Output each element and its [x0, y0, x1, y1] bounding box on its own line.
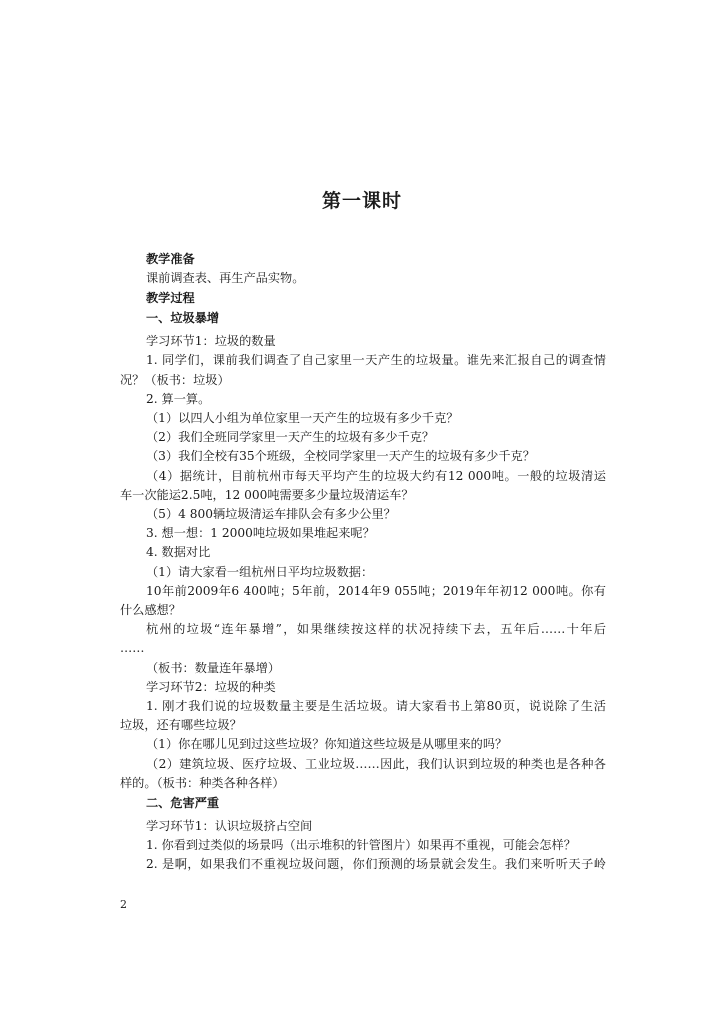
part1-p1-line1: 1. 同学们，课前我们调查了自己家里一天产生的垃圾量。谁先来汇报自己的调查情: [146, 353, 606, 368]
part1-p4: 4. 数据对比: [146, 545, 211, 560]
part2-env1: 学习环节1：认识垃圾挤占空间: [146, 819, 313, 834]
part1-q4-line2: 车一次能运2.5吨，12 000吨需要多少量垃圾清运车？: [120, 487, 414, 502]
section-heading-process: 教学过程: [146, 291, 195, 306]
section-heading-part2: 二、危害严重: [146, 796, 220, 811]
part1-k1-line2: 垃圾，还有哪些垃圾？: [120, 718, 242, 733]
part1-k3-line2: 样的。（板书：种类各种各样）: [120, 775, 285, 790]
part1-board1: （板书：数量连年暴增）: [146, 660, 281, 675]
part2-p2: 2. 是啊，如果我们不重视垃圾问题，你们预测的场景就会发生。我们来听听天子岭: [146, 857, 606, 872]
part1-q5: （5）4 800辆垃圾清运车排队会有多少公里？: [146, 507, 396, 522]
part1-k3-line1: （2）建筑垃圾、医疗垃圾、工业垃圾……因此，我们认识到垃圾的种类也是各种各: [146, 756, 606, 771]
prep-text: 课前调查表、再生产品实物。: [146, 271, 305, 285]
part1-p2: 2. 算一算。: [146, 391, 211, 406]
part1-q2: （2）我们全班同学家里一天产生的垃圾有多少千克？: [146, 430, 435, 445]
part1-growth-line1: 杭州的垃圾“连年暴增”，如果继续按这样的状况持续下去，五年后……十年后: [146, 622, 606, 637]
part1-data-line2: 什么感想？: [120, 603, 181, 618]
page-number: 2: [120, 898, 127, 911]
part1-env2: 学习环节2：垃圾的种类: [146, 679, 276, 694]
part2-p1: 1. 你看到过类似的场景吗（出示堆积的针管图片）如果再不重视，可能会怎样？: [146, 838, 576, 853]
part1-growth-line2: ……: [120, 641, 145, 656]
page-title: 第一课时: [321, 190, 402, 212]
document-body: [120, 249, 606, 875]
section-heading-prep: 教学准备: [146, 252, 195, 266]
part1-k2: （1）你在哪儿见到过这些垃圾？你知道这些垃圾是从哪里来的吗？: [146, 737, 508, 752]
part1-p1-line2: 况？（板书：垃圾）: [120, 372, 230, 387]
part1-data-line1: 10年前2009年6 400吨；5年前，2014年9 055吨；2019年年初12 000吨。你有: [146, 583, 606, 598]
part1-k1-line1: 1. 刚才我们说的垃圾数量主要是生活垃圾。请大家看书上第80页，说说除了生活: [146, 699, 606, 714]
part1-c1: （1）请大家看一组杭州日平均垃圾数据：: [146, 564, 374, 579]
part1-env1: 学习环节1：垃圾的数量: [146, 334, 276, 349]
part1-q4-line1: （4）据统计，目前杭州市每天平均产生的垃圾大约有12 000吨。一般的垃圾清运: [146, 468, 606, 483]
section-heading-part1: 一、垃圾暴增: [146, 311, 220, 326]
part1-p3: 3. 想一想：1 2000吨垃圾如果堆起来呢？: [146, 526, 375, 541]
part1-q3: （3）我们全校有35个班级，全校同学家里一天产生的垃圾有多少千克？: [146, 449, 535, 464]
part1-q1: （1）以四人小组为单位家里一天产生的垃圾有多少千克？: [146, 411, 459, 426]
